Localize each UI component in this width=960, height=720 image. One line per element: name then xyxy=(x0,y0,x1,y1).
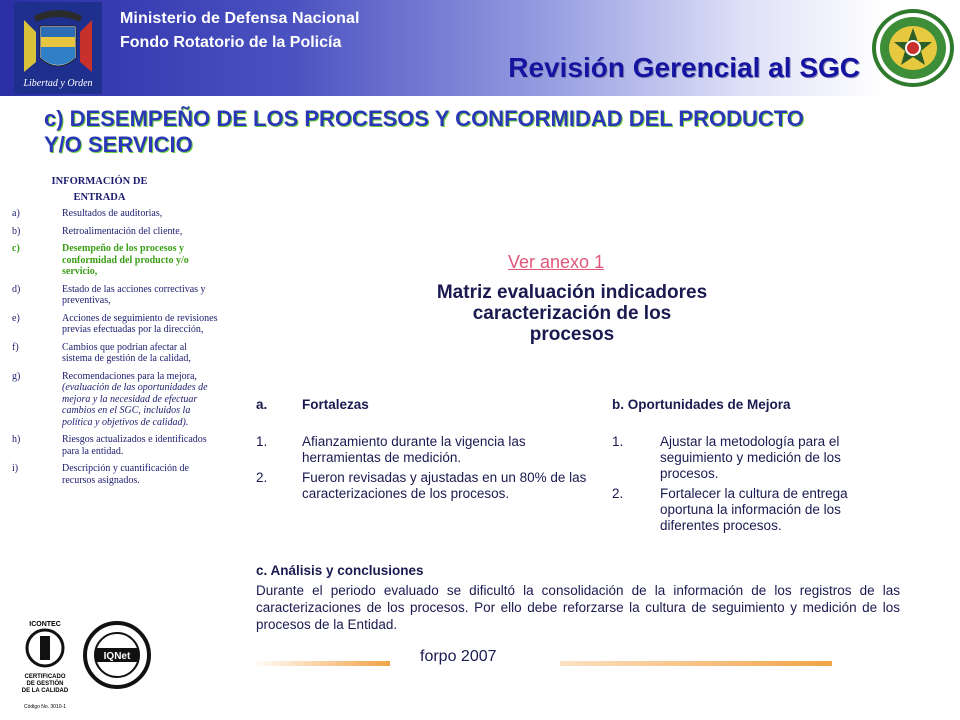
strengths-heading xyxy=(256,397,596,412)
item-text: Recomendaciones para la mejora, xyxy=(62,370,197,382)
sidebar-item-e xyxy=(12,313,218,336)
strengths-column xyxy=(256,397,596,506)
icontec-certification-logo xyxy=(10,618,80,714)
item-text: Acciones de seguimiento de revisiones previas efectuadas por la dirección, xyxy=(62,312,218,335)
sidebar-heading-line1: INFORMACIÓN DE xyxy=(51,176,148,187)
strengths-heading-text: Fortalezas xyxy=(302,397,369,412)
icontec-caption-3: DE LA CALIDAD xyxy=(21,688,69,694)
matrix-title-line2: caracterización de los xyxy=(472,303,672,324)
item-number: 2. xyxy=(256,470,268,485)
analysis-body: Durante el periodo evaluado se dificultó la consolidación de la información de los registros de las caracterizaciones de los procesos. Por ello debe reforzarse la cultura de seguimiento y medición de los procesos de la Entidad. xyxy=(256,583,900,632)
annex-1-link[interactable]: Ver anexo 1 xyxy=(508,252,605,272)
coat-of-arms-logo xyxy=(14,2,102,94)
sidebar-item-i xyxy=(12,463,218,486)
sidebar-item-b xyxy=(12,226,218,238)
item-text: Riesgos actualizados e identificados para la entidad. xyxy=(62,434,207,457)
item-number: 1. xyxy=(256,434,268,449)
sidebar-item-a xyxy=(12,208,218,220)
icontec-caption-1: CERTIFICADO xyxy=(24,674,66,680)
item-text: Desempeño de los procesos y conformidad del producto y/o servicio, xyxy=(62,243,189,277)
improvement-item xyxy=(612,486,884,534)
icontec-caption-2: DE GESTIÓN xyxy=(26,681,64,687)
sidebar-item-c-active xyxy=(12,243,218,278)
item-letter: f) xyxy=(12,341,19,353)
item-letter: a) xyxy=(12,208,20,219)
item-number: 1. xyxy=(612,434,624,449)
strength-item xyxy=(256,434,596,466)
item-number: 2. xyxy=(612,486,624,501)
sidebar-item-g xyxy=(12,371,218,429)
item-text: Estado de las acciones correctivas y preventivas, xyxy=(62,283,206,306)
item-text: Retroalimentación del cliente, xyxy=(62,225,183,237)
improvements-column xyxy=(612,397,884,538)
item-letter: e) xyxy=(12,312,20,324)
section-title: c) DESEMPEÑO DE LOS PROCESOS Y CONFORMIDAD DEL PRODUCTO Y/O SERVICIO xyxy=(44,106,804,157)
sidebar-item-h xyxy=(12,434,218,457)
sidebar-item-f xyxy=(12,342,218,365)
item-text-italic: (evaluación de las oportunidades de mejora y la necesidad de efectuar cambios en el SGC, incluidos la política y objetivos de calidad). xyxy=(62,382,208,428)
matrix-title-line3: procesos xyxy=(529,324,615,345)
matrix-title-line1: Matriz evaluación indicadores xyxy=(436,282,708,303)
improvements-heading: b. Oportunidades de Mejora xyxy=(612,397,791,412)
icontec-text: ICONTEC xyxy=(29,621,61,628)
icontec-code: Código No. 3010-1 xyxy=(24,704,66,710)
sidebar-item-d xyxy=(12,284,218,307)
strength-item xyxy=(256,470,596,502)
item-letter: b) xyxy=(12,225,21,237)
item-letter: i) xyxy=(12,463,19,474)
strengths-letter: a. xyxy=(256,397,268,412)
page-title: Revisión Gerencial al SGC xyxy=(508,52,860,83)
item-text: Descripción y cuantificación de recursos asignados. xyxy=(62,463,189,486)
improvement-item xyxy=(612,434,884,482)
org-line-1: Ministerio de Defensa Nacional xyxy=(120,10,360,27)
crest-caption: Libertad y Orden xyxy=(23,78,93,89)
sidebar-heading xyxy=(12,172,187,204)
input-information-list xyxy=(12,172,218,492)
footer-text: forpo 2007 xyxy=(420,648,497,665)
item-text: Cambios que podrían afectar al sistema de gestión de la calidad, xyxy=(62,341,191,364)
item-letter: g) xyxy=(12,370,21,382)
item-letter: h) xyxy=(12,434,21,445)
analysis-heading: c. Análisis y conclusiones xyxy=(256,563,424,578)
item-letter: c) xyxy=(12,243,20,254)
item-letter: d) xyxy=(12,283,21,295)
item-text: Fueron revisadas y ajustadas en un 80% de las caracterizaciones de los procesos. xyxy=(302,470,587,501)
sidebar-heading-line2: ENTRADA xyxy=(73,192,126,203)
police-seal-logo xyxy=(870,6,956,90)
item-text: Afianzamiento durante la vigencia las herramientas de medición. xyxy=(302,434,526,465)
iqnet-certification-logo xyxy=(82,618,152,692)
matrix-title xyxy=(400,282,744,345)
item-text: Resultados de auditorias, xyxy=(62,208,163,219)
org-line-2: Fondo Rotatorio de la Policía xyxy=(120,34,342,51)
footer-divider-left xyxy=(250,661,390,666)
footer-divider-right xyxy=(560,661,832,666)
item-text: Ajustar la metodología para el seguimiento y medición de los procesos. xyxy=(660,434,841,481)
analysis-section xyxy=(256,563,900,633)
item-text: Fortalecer la cultura de entrega oportuna la información de los diferentes procesos. xyxy=(660,486,848,533)
iqnet-text: IQNet xyxy=(103,651,131,662)
